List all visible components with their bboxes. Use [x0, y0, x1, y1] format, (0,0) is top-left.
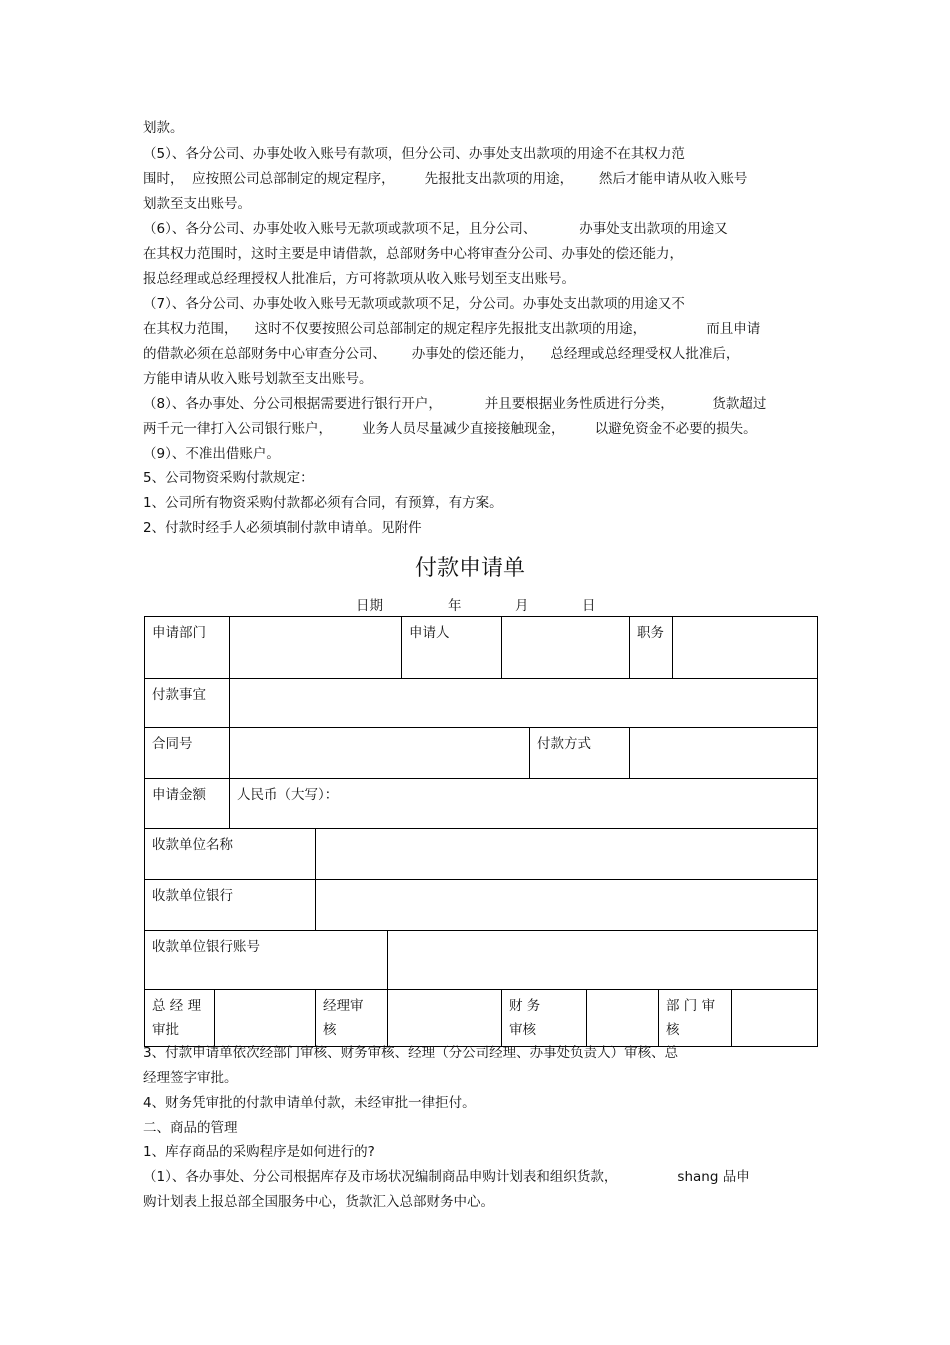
body-line: 在其权力范围时，这时主要是申请借款，总部财务中心将审查分公司、办事处的偿还能力，	[143, 246, 683, 262]
body-line: （1）、各办事处、分公司根据库存及市场状况编制商品申购计划表和组织货款， shang 品申	[143, 1169, 750, 1185]
payee-bank-label: 收款单位银行	[145, 880, 316, 931]
date-label: 日期	[356, 598, 383, 614]
position-field[interactable]	[673, 617, 818, 679]
mgr-review-field[interactable]	[388, 990, 502, 1047]
form-title: 付款申请单	[414, 556, 525, 581]
body-line: 购计划表上报总部全国服务中心，货款汇入总部财务中心。	[143, 1194, 494, 1210]
body-line: 4、财务凭审批的付款申请单付款，未经审批一律拒付。	[143, 1095, 476, 1111]
position-label: 职务	[630, 617, 673, 679]
body-line: 划款。	[143, 120, 184, 136]
gm-approval-label	[145, 990, 215, 1047]
amount-field[interactable]: 人民币（大写）：	[230, 779, 818, 829]
finance-review-field[interactable]	[587, 990, 659, 1047]
mgr-label-line: 经理审	[323, 998, 364, 1014]
body-line: 方能申请从收入账号划款至支出账号。	[143, 371, 373, 387]
payment-request-form	[144, 616, 818, 1047]
body-line: 经理签字审批。	[143, 1070, 238, 1086]
deptrev-label-line: 核	[666, 1022, 680, 1038]
deptrev-label-line: 部 门 审	[666, 998, 716, 1014]
body-line: 二、商品的管理	[143, 1120, 238, 1136]
gm-label-line: 审批	[152, 1022, 179, 1038]
body-line: （5）、各分公司、办事处收入账号有款项，但分公司、办事处支出款项的用途不在其权力范	[143, 146, 685, 162]
applicant-field[interactable]	[502, 617, 630, 679]
body-line: （8）、各办事处、分公司根据需要进行银行开户， 并且要根据业务性质进行分类， 货款超过	[143, 396, 767, 412]
payee-name-label: 收款单位名称	[145, 829, 316, 880]
dept-label: 申请部门	[145, 617, 230, 679]
pay-method-field[interactable]	[630, 728, 818, 779]
body-line: 围时， 应按照公司总部制定的规定程序， 先报批支出款项的用途， 然后才能申请从收入账号	[143, 171, 748, 187]
day-label: 日	[582, 598, 596, 614]
body-line: 2、付款时经手人必须填制付款申请单。见附件	[143, 520, 422, 536]
contract-field[interactable]	[230, 728, 530, 779]
fin-label-line: 审核	[509, 1022, 536, 1038]
body-line: （6）、各分公司、办事处收入账号无款项或款项不足，且分公司、 办事处支出款项的用途又	[143, 221, 728, 237]
body-line: （7）、各分公司、办事处收入账号无款项或款项不足，分公司。办事处支出款项的用途又不	[143, 296, 685, 312]
pay-method-label: 付款方式	[530, 728, 630, 779]
payee-name-field[interactable]	[316, 829, 818, 880]
payee-bank-field[interactable]	[316, 880, 818, 931]
body-line: 1、库存商品的采购程序是如何进行的?	[143, 1144, 375, 1160]
matter-label: 付款事宜	[145, 679, 230, 728]
gm-approval-field[interactable]	[215, 990, 316, 1047]
dept-review-field[interactable]	[732, 990, 818, 1047]
year-label: 年	[448, 598, 462, 614]
body-line: 在其权力范围， 这时不仅要按照公司总部制定的规定程序先报批支出款项的用途， 而且申请	[143, 321, 761, 337]
mgr-label-line: 核	[323, 1022, 337, 1038]
contract-label: 合同号	[145, 728, 230, 779]
body-line: 5、公司物资采购付款规定：	[143, 470, 314, 486]
body-line: （9）、不准出借账户。	[143, 446, 280, 462]
applicant-label: 申请人	[402, 617, 502, 679]
finance-review-label	[502, 990, 587, 1047]
matter-field[interactable]	[230, 679, 818, 728]
dept-review-label	[659, 990, 732, 1047]
dept-field[interactable]	[230, 617, 402, 679]
payee-account-field[interactable]	[388, 931, 818, 990]
amount-label: 申请金额	[145, 779, 230, 829]
body-line: 报总经理或总经理授权人批准后，方可将款项从收入账号划至支出账号。	[143, 271, 575, 287]
month-label: 月	[515, 598, 529, 614]
payee-account-label: 收款单位银行账号	[145, 931, 388, 990]
body-line: 的借款必须在总部财务中心审查分公司、 办事处的偿还能力， 总经理或总经理受权人批准后，	[143, 346, 740, 362]
gm-label-line: 总 经 理	[152, 998, 202, 1014]
mgr-review-label	[316, 990, 388, 1047]
body-line: 3、付款申请单依次经部门审核、财务审核、经理（分公司经理、办事处负责人）审核、总	[143, 1045, 679, 1061]
fin-label-line: 财 务	[509, 998, 541, 1014]
body-line: 划款至支出账号。	[143, 196, 251, 212]
body-line: 两千元一律打入公司银行账户， 业务人员尽量减少直接接触现金， 以避免资金不必要的损失。	[143, 421, 757, 437]
body-line: 1、公司所有物资采购付款都必须有合同，有预算，有方案。	[143, 495, 503, 511]
